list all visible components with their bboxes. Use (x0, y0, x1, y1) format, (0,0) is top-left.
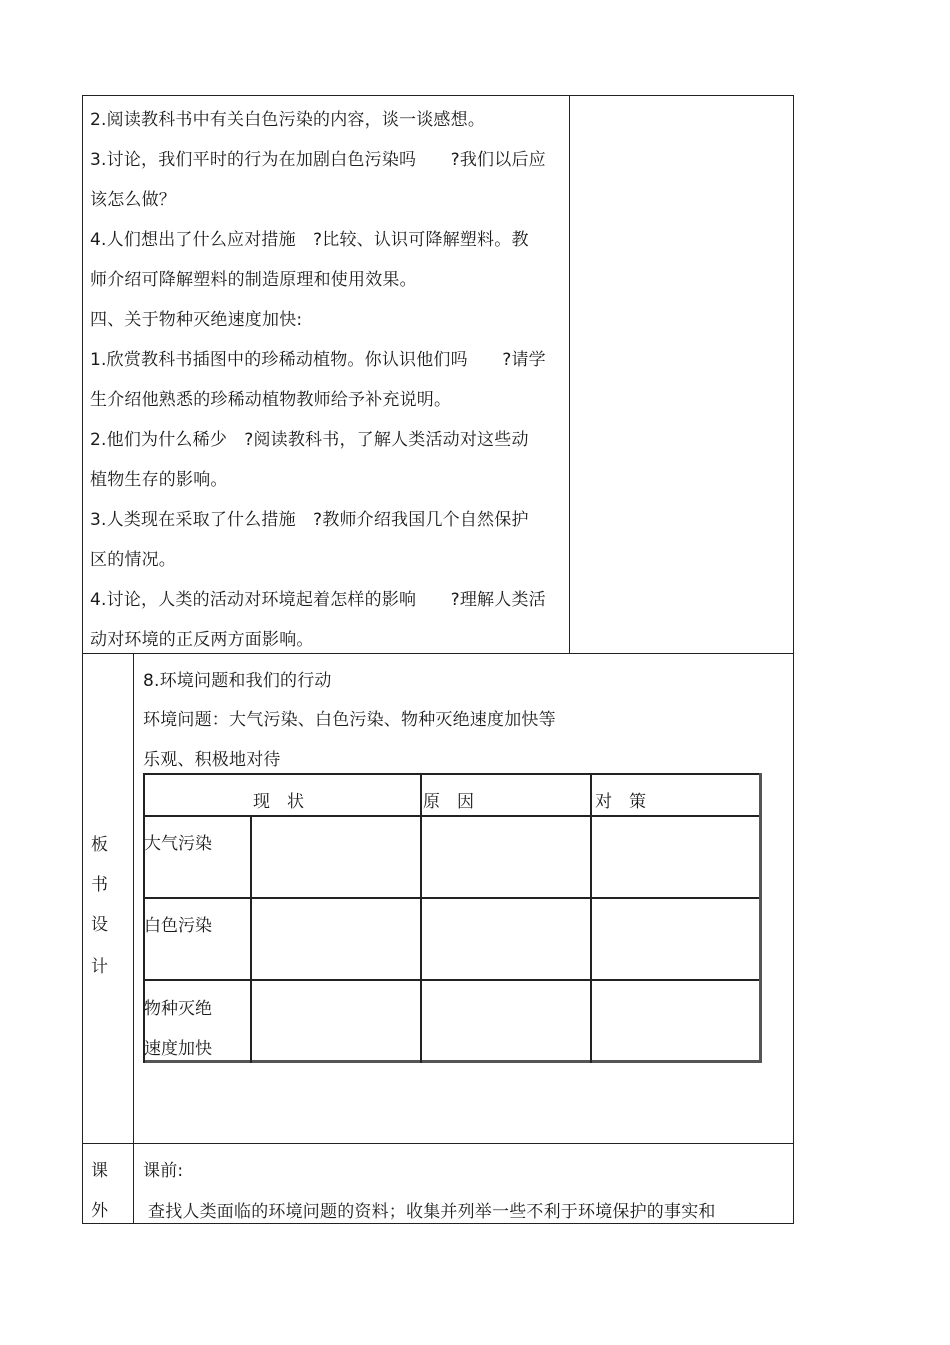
text-line: 2.阅读教科书中有关白色污染的内容，谈一谈感想。 (90, 110, 486, 130)
grid-header-cause: 原 因 (423, 792, 474, 812)
text-line: 1.欣赏教科书插图中的珍稀动植物。你认识他们吗 ?请学 (90, 350, 546, 370)
text-line: 4.人们想出了什么应对措施 ?比较、认识可降解塑料。教 (90, 230, 529, 250)
grid-header-countermeasure: 对 策 (595, 792, 646, 812)
section-divider-2 (82, 1143, 794, 1144)
before-class-heading: 课前: (143, 1161, 184, 1181)
table-border-left (82, 95, 83, 1224)
table-border-right (793, 95, 794, 1224)
label-char: 计 (91, 957, 108, 977)
text-line: 2.他们为什么稀少 ?阅读教科书，了解人类活动对这些动 (90, 430, 529, 450)
grid-line (143, 979, 762, 981)
upper-column-divider (569, 95, 570, 653)
grid-line (759, 773, 762, 1063)
grid-row-label: 速度加快 (144, 1039, 212, 1059)
text-line: 区的情况。 (90, 550, 176, 570)
grid-line (143, 815, 762, 817)
label-char: 课 (91, 1161, 108, 1181)
grid-line (143, 773, 762, 775)
grid-row-label: 物种灭绝 (144, 999, 212, 1019)
text-line: 四、关于物种灭绝速度加快: (90, 310, 303, 330)
before-class-task: 查找人类面临的环境问题的资料；收集并列举一些不利于环境保护的事实和 (148, 1202, 716, 1222)
text-line: 该怎么做？ (90, 190, 176, 210)
text-line: 3.讨论，我们平时的行为在加剧白色污染吗 ?我们以后应 (90, 150, 546, 170)
grid-line (590, 773, 592, 1063)
label-char: 设 (91, 915, 108, 935)
label-char: 书 (91, 875, 108, 895)
text-line: 4.讨论，人类的活动对环境起着怎样的影响 ?理解人类活 (90, 590, 546, 610)
section-divider-1 (82, 653, 794, 654)
table-border-top (82, 95, 794, 96)
label-char: 板 (91, 835, 108, 855)
grid-line (420, 773, 422, 1063)
grid-row-label: 白色污染 (144, 916, 212, 936)
board-title: 8.环境问题和我们的行动 (143, 671, 332, 691)
grid-line (143, 897, 762, 899)
board-attitude: 乐观、积极地对待 (143, 750, 281, 770)
grid-row-label: 大气污染 (144, 834, 212, 854)
grid-header-status: 现 状 (253, 792, 304, 812)
text-line: 动对环境的正反两方面影响。 (90, 630, 314, 650)
text-line: 生介绍他熟悉的珍稀动植物教师给予补充说明。 (90, 390, 452, 410)
grid-line (143, 1060, 762, 1063)
board-issues: 环境问题：大气污染、白色污染、物种灭绝速度加快等 (143, 710, 556, 730)
text-line: 植物生存的影响。 (90, 470, 228, 490)
label-column-divider (133, 653, 134, 1224)
table-border-bottom (82, 1223, 794, 1224)
label-char: 外 (91, 1201, 108, 1221)
text-line: 3.人类现在采取了什么措施 ?教师介绍我国几个自然保护 (90, 510, 529, 530)
text-line: 师介绍可降解塑料的制造原理和使用效果。 (90, 270, 417, 290)
grid-line (250, 815, 252, 1063)
